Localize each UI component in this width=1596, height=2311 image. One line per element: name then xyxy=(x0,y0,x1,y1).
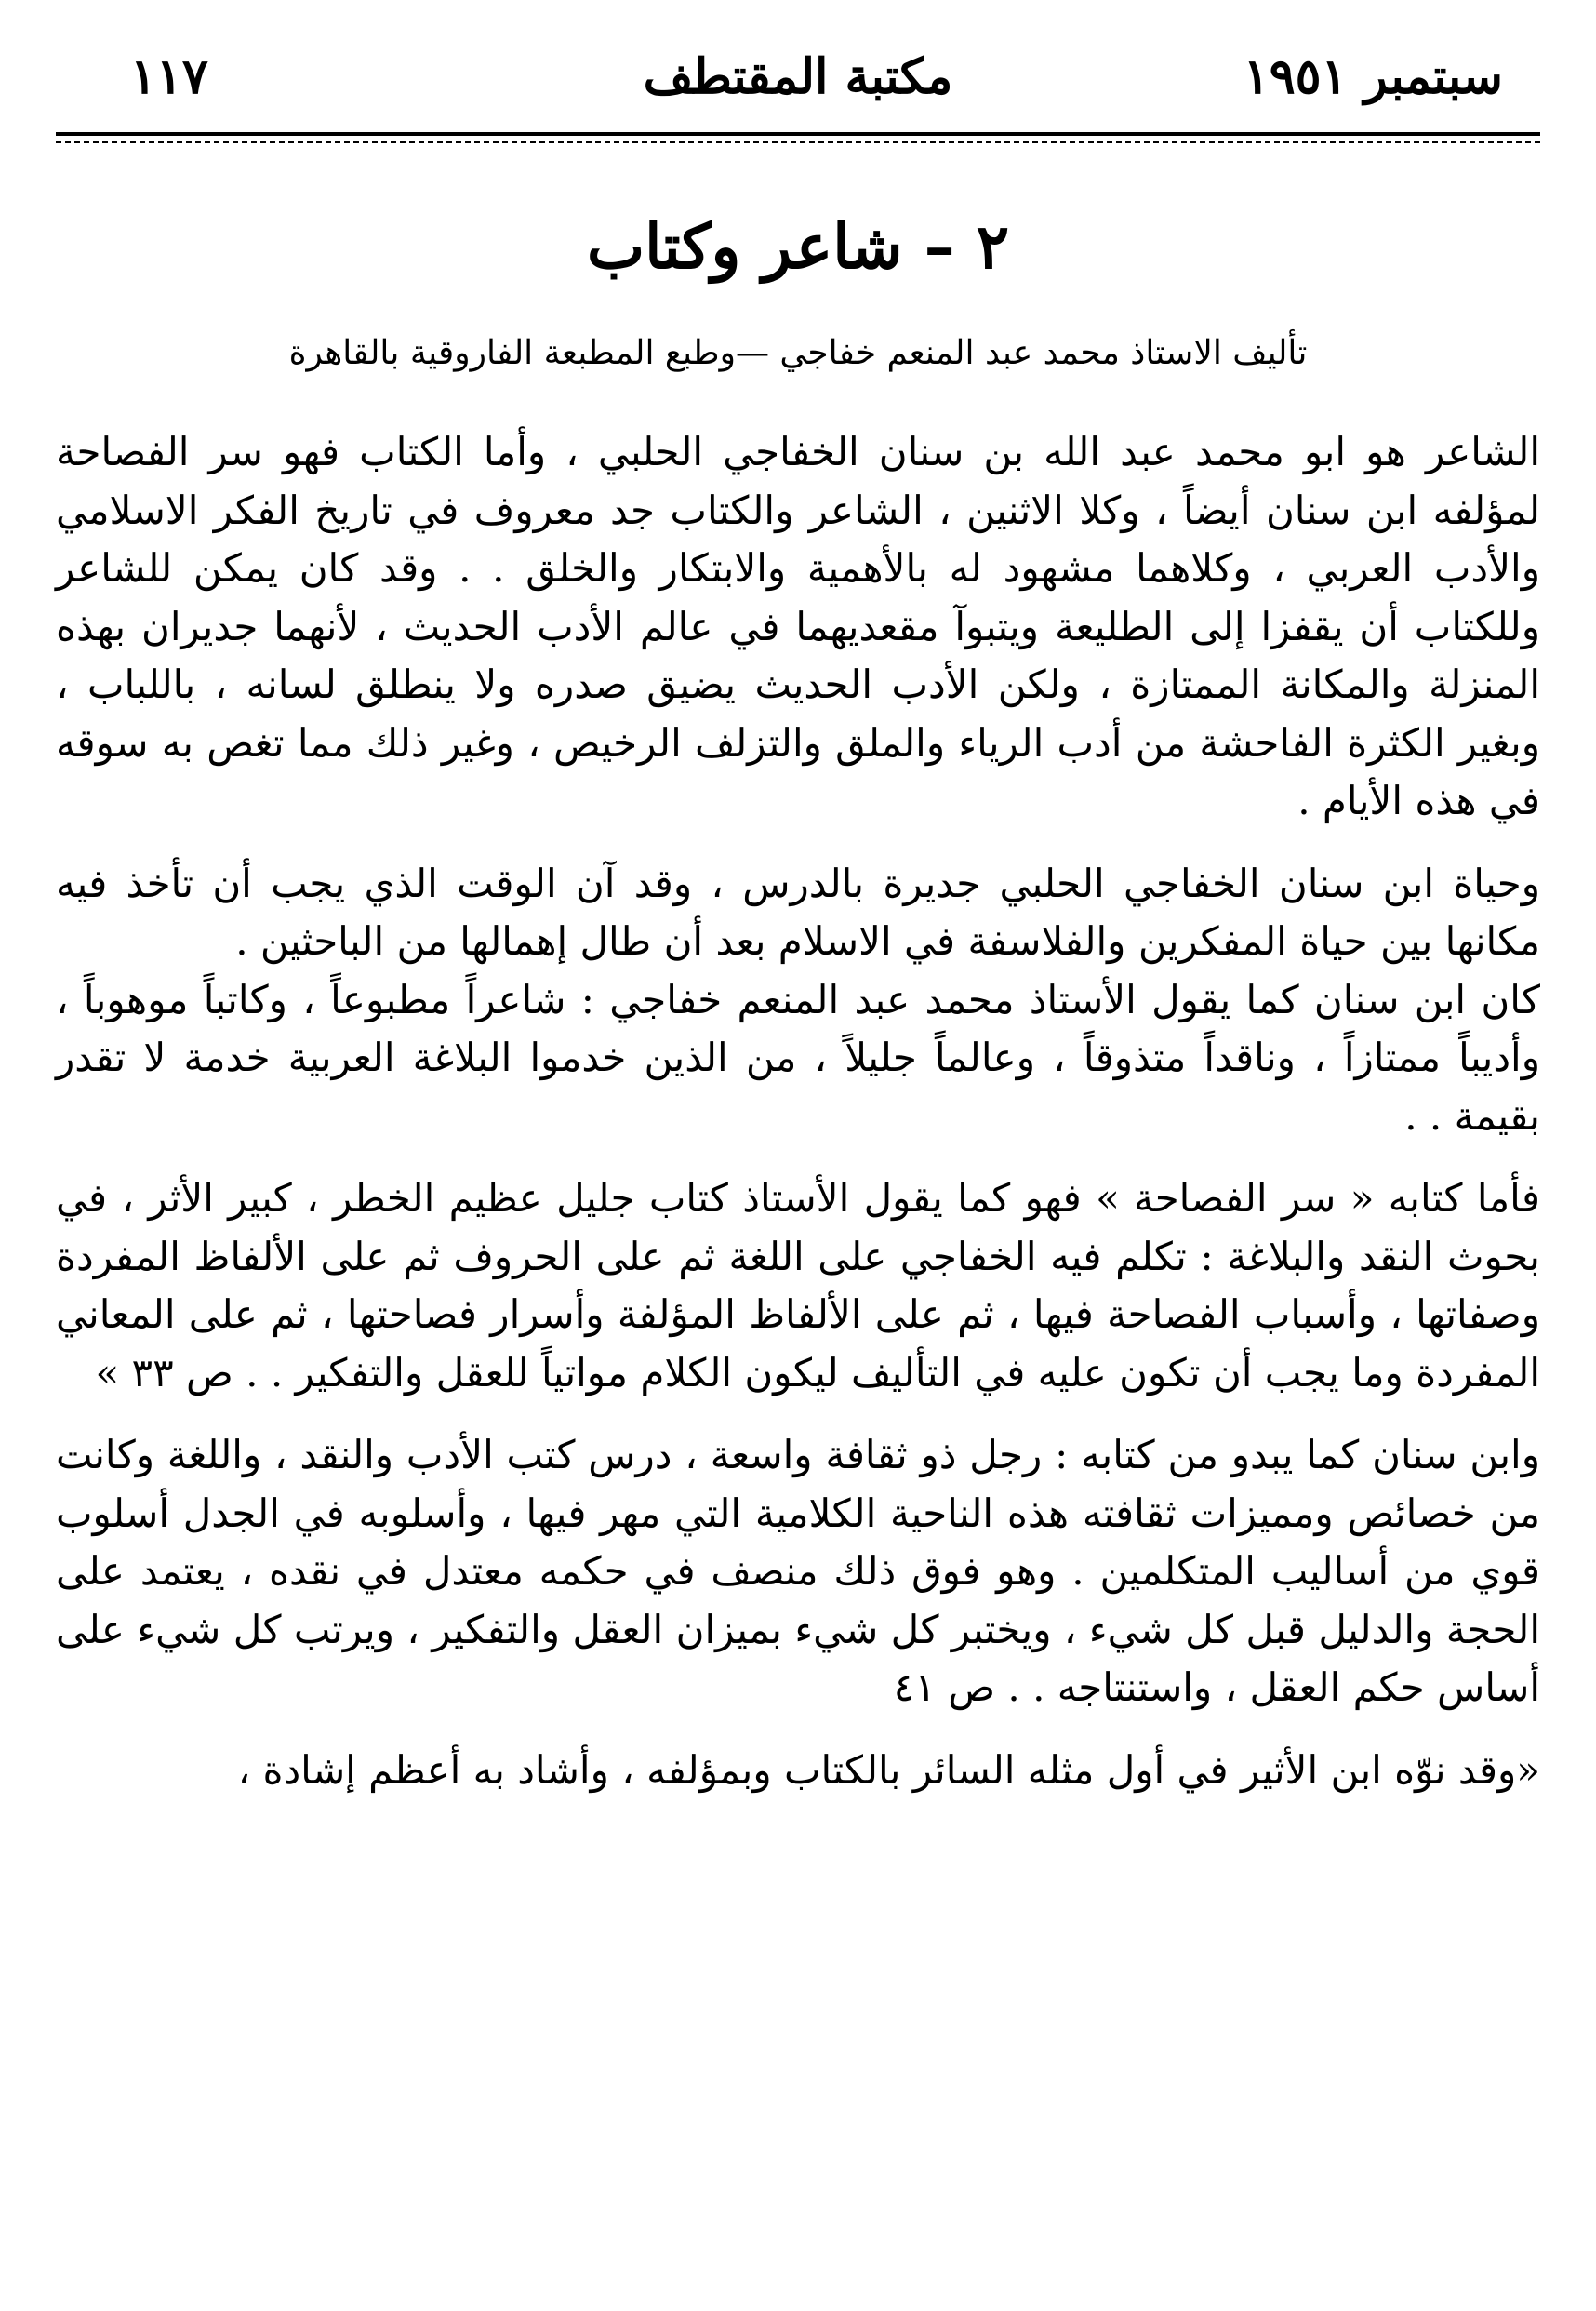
paragraph-4: فأما كتابه « سر الفصاحة » فهو كما يقول الأستاذ كتاب جليل عظيم الخطر ، كبير الأثر ، في بحوث النقد والبلاغة : تكلم فيه الخفاجي على اللغة ثم على الحروف ثم على الألفاظ المفردة وصفاتها ، وأسباب الفصاحة فيها ، ثم على الألفاظ المؤلفة وأسرار فصاحتها ، ثم على المعاني المفردة وما يجب أن تكون عليه في التأليف ليكون الكلام مواتياً للعقل والتفكير . . ص ٣٣ » xyxy=(56,1175,1540,1396)
article-body xyxy=(56,423,1540,1799)
header-rule-dashed xyxy=(56,141,1540,143)
issue-date: سبتمبر ١٩٥١ xyxy=(1243,48,1503,105)
paragraph-5: وابن سنان كما يبدو من كتابه : رجل ذو ثقافة واسعة ، درس كتب الأدب والنقد ، واللغة وكانت من خصائص ومميزات ثقافته هذه الناحية الكلامية التي مهر فيها ، وأسلوبه في الجدل أسلوب قوي من أساليب المتكلمين . وهو فوق ذلك منصف في حكمه معتدل في نقده ، يعتمد على الحجة والدليل قبل كل شيء ، ويختبر كل شيء بميزان العقل والتفكير ، ويرتب كل شيء على أساس حكم العقل ، واستنتاجه . . ص ٤١ xyxy=(56,1432,1540,1710)
paragraph-6: «وقد نوّه ابن الأثير في أول مثله السائر بالكتاب وبمؤلفه ، وأشاد به أعظم إشادة ، xyxy=(237,1746,1540,1793)
header-rule xyxy=(56,132,1540,136)
paragraph-2: وحياة ابن سنان الخفاجي الحلبي جديرة بالدرس ، وقد آن الوقت الذي يجب أن تأخذ فيه مكانها بين حياة المفكرين والفلاسفة في الاسلام بعد أن طال إهمالها من الباحثين . xyxy=(56,860,1540,964)
page-number: ١١٧ xyxy=(130,48,208,105)
article-byline: تأليف الاستاذ محمد عبد المنعم خفاجي —وطبع المطبعة الفاروقية بالقاهرة xyxy=(288,334,1308,372)
article-title: ٢ – شاعر وكتاب xyxy=(586,210,1010,283)
page-header xyxy=(37,28,1559,121)
section-title: مكتبة المقتطف xyxy=(643,48,953,105)
paragraph-1: الشاعر هو ابو محمد عبد الله بن سنان الخفاجي الحلبي ، وأما الكتاب فهو سر الفصاحة لمؤلفه ابن سنان أيضاً ، وكلا الاثنين ، الشاعر والكتاب جد معروف في تاريخ الفكر الاسلامي والأدب العربي ، وكلاهما مشهود له بالأهمية والابتكار والخلق . . وقد كان يمكن للشاعر وللكتاب أن يقفزا إلى الطليعة ويتبوآ مقعديهما في عالم الأدب الحديث ، لأنهما جديران بهذه المنزلة والمكانة الممتازة ، ولكن الأدب الحديث يضيق صدره ولا ينطلق لسانه ، باللباب ، وبغير الكثرة الفاحشة من أدب الرياء والملق والتزلف الرخيص ، وغير ذلك مما تغص به سوقه في هذه الأيام . xyxy=(56,429,1540,823)
paragraph-3: كان ابن سنان كما يقول الأستاذ محمد عبد المنعم خفاجي : شاعراً مطبوعاً ، وكاتباً موهوباً ، وأديباً ممتازاً ، وناقداً متذوقاً ، وعالماً جليلاً ، من الذين خدموا البلاغة العربية خدمة لا تقدر بقيمة . . xyxy=(56,976,1540,1139)
